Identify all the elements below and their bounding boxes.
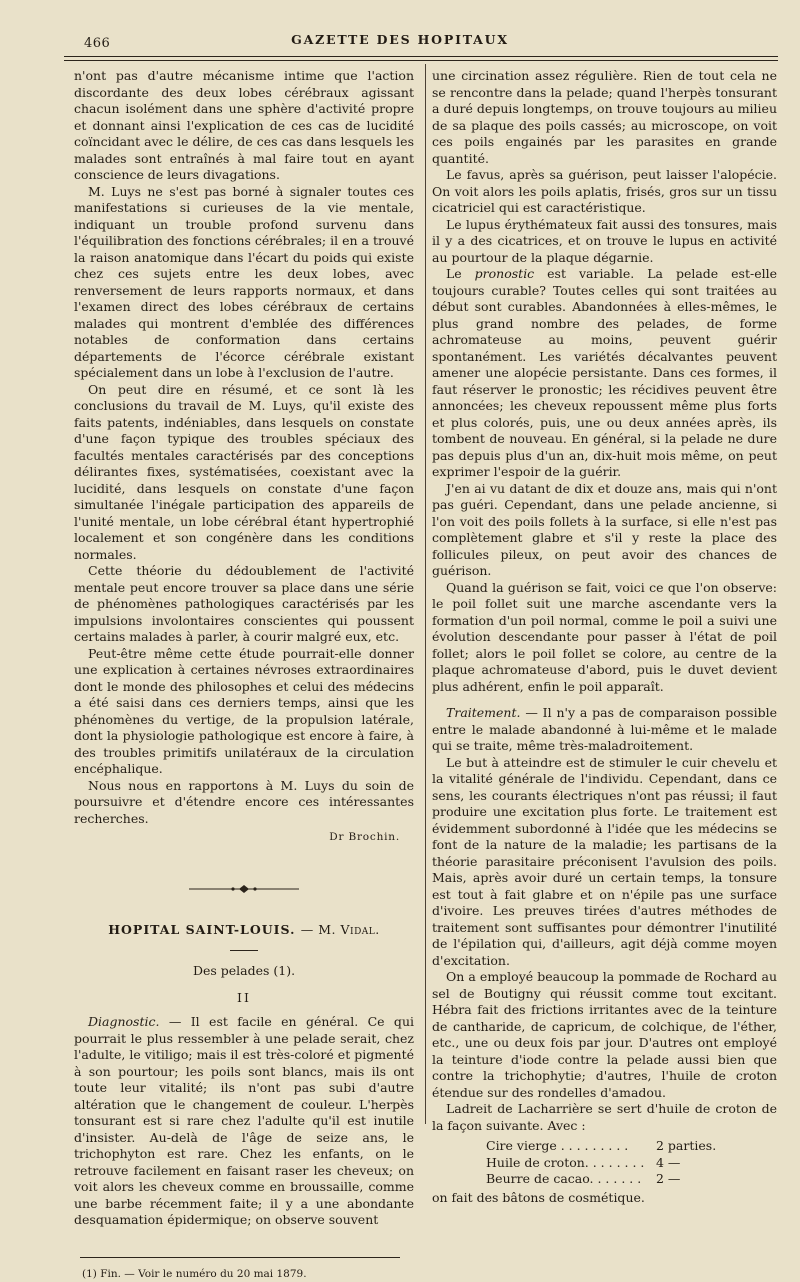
paragraph: Le but à atteindre est de stimuler le cuir chevelu et la vitalité générale de l'individu. Cependant, dans ce sens, les courants électriques n'ont pas réussi; il faut produire une excitation plus forte. Le traitement est évidemment subordonné à l'idée que les médecins se font de la nature de la maladie; les partisans de la théorie parasitaire préconisent l'avulsion des poils. Mais, après avoir duré un certain temps, la tonsure est tout à fait glabre et on n'épile pas une surface d'ivoire. Les preuves tirées d'autres méthodes de traitement sont suffisantes pour démontrer l'inutilité de l'épilation qui, d'ailleurs, agit déjà comme moyen d'excitation. <box>432 755 777 970</box>
paragraph: Cette théorie du dédoublement de l'activité mentale peut encore trouver sa place dans une série de phénomènes pathologiques caractérisés par les impulsions involontaires conscientes qui poussent certains malades à parler, à courir malgré eux, etc. <box>74 563 414 646</box>
ornament-divider <box>74 882 414 892</box>
paragraph: Quand la guérison se fait, voici ce que l'on observe: le poil follet suit une marche ascendante vers la formation d'un poil normal, comme le poil a suivi une évolution descendante pour passer à l'état de poil follet; alors le poil follet se colore, au centre de la plaque achromateuse d'abord, puis le duvet devient plus adhérent, enfin le poil apparaît. <box>432 580 777 696</box>
recipe-ingredient: Cire vierge . . . . . . . . . <box>486 1138 656 1155</box>
page-number: 466 <box>84 36 110 51</box>
paragraph: Le favus, après sa guérison, peut laisser l'alopécie. On voit alors les poils aplatis, frisés, gros sur un tissu cicatriciel qui est caractéristique. <box>432 167 777 217</box>
paragraph: On peut dire en résumé, et ce sont là les conclusions du travail de M. Luys, qu'il existe des faits patents, indéniables, dans lesquels on constate d'une façon typique des troubles spéciaux des facultés mentales caractérisés par des conceptions délirantes fixes, systématisées, coexistant avec la lucidité, dans lesquels on constate d'une façon simultanée l'inégale participation des appareils de l'unité mentale, un lobe cérébral étant hypertrophié localement et son congénère dans les conditions normales. <box>74 382 414 564</box>
header-rule <box>64 56 778 57</box>
paragraph: J'en ai vu datant de dix et douze ans, mais qui n'ont pas guéri. Cependant, dans une pelade ancienne, si l'on voit des poils follets à la surface, si elle n'est pas complètement glabre et s'il y reste la place des follicules pileux, on peut avoir des chances de guérison. <box>432 481 777 580</box>
recipe-ingredient: Huile de croton. . . . . . . . <box>486 1155 656 1172</box>
pronostic-word: pronostic <box>475 266 535 281</box>
paragraph: Ladreit de Lacharrière se sert d'huile de croton de la façon suivante. Avec : <box>432 1101 777 1134</box>
diagnostic-lead: Diagnostic. <box>88 1014 159 1029</box>
traitement-lead: Traitement. <box>446 705 520 720</box>
paragraph: n'ont pas d'autre mécanisme intime que l'action discordante des deux lobes cérébraux agissant chacun isolément dans une sphère d'activité propre et donnant ainsi l'explication de ces cas de lucidité coïncidant avec le délire, de ces cas dans lesquels les malades sont entraînés à mal faire tout en ayant conscience de leurs divagations. <box>74 68 414 184</box>
recipe-quantity: 2 parties. <box>656 1138 756 1155</box>
paragraph: On a employé beaucoup la pommade de Rochard au sel de Boutigny qui réussit comme tout excitant. Hébra fait des frictions irritantes avec de la teinture de cantharide, de capricum, de colchique, de l'éther, etc., une ou deux fois par jour. D'autres ont employé la teinture d'iode contre la pelade aussi bien que contre la trichophytie; d'autres, l'huile de croton étendue sur des rondelles d'amadou. <box>432 969 777 1101</box>
section-author: — M. Vidal. <box>301 922 380 937</box>
header-rule-thin <box>64 60 778 61</box>
diagnostic-text: — Il est facile en général. Ce qui pourrait le plus ressembler à une pelade serait, chez l'adulte, le vitiligo; mais il est très-coloré et pigmenté à son pourtour; les poils sont blancs, mais ils ont toute leur vitalité; ils n'ont pas subi d'autre altération que le changement de couleur. L'herpès tonsurant est si rare chez l'adulte qu'il est inutile d'insister. Au-delà de l'âge de seize ans, le trichophyton est rare. Chez les enfants, on le retrouve facilement en faisant raser les cheveux; on voit alors les cheveux comme en broussaille, comme une barbe récemment faite; il y a une abondante desquamation épidermique; on observe souvent <box>74 1014 414 1227</box>
traitement-text: — Il n'y a pas de comparaison possible entre le malade abandonné à lui-même et le malade qui se traite, même très-maladroitement. <box>432 705 777 753</box>
left-column <box>74 68 414 1282</box>
recipe-row <box>432 1155 777 1172</box>
article-title: Des pelades (1). <box>74 963 414 980</box>
footnote: (1) Fin. — Voir le numéro du 20 mai 1879. <box>74 1266 414 1282</box>
recipe-ingredient: Beurre de cacao. . . . . . . <box>486 1171 656 1188</box>
recipe-row <box>432 1138 777 1155</box>
paragraph-traitement <box>432 705 777 755</box>
hospital-name: HOPITAL SAINT-LOUIS. <box>108 922 295 937</box>
short-rule <box>230 950 258 951</box>
right-column <box>432 68 777 1206</box>
pronostic-text: est variable. La pelade est-elle toujours curable? Toutes celles qui sont traitées au début sont curables. Abandonnées à elles-mêmes, le plus grand nombre des pelades, de forme achromateuse au moins, peuvent guérir spontanément. Les variétés décalvantes peuvent amener une alopécie persistante. Dans ces formes, il faut réserver le pronostic; les récidives peuvent être annoncées; les cheveux repoussent même plus forts et plus colorés, puis, une ou deux années après, ils tombent de nouveau. En général, si la pelade ne dure pas depuis plus d'un an, dix-huit mois même, on peut exprimer l'espoir de la guérir. <box>432 266 777 479</box>
signature: Dr Brochin. <box>74 829 414 846</box>
part-number: II <box>74 990 414 1007</box>
closing-line: on fait des bâtons de cosmétique. <box>432 1190 777 1207</box>
pronostic-pre: Le <box>446 266 475 281</box>
running-title: GAZETTE DES HOPITAUX <box>0 32 800 47</box>
spacer <box>432 695 777 705</box>
paragraph-diagnostic <box>74 1014 414 1229</box>
paragraph: une circination assez régulière. Rien de tout cela ne se rencontre dans la pelade; quand l'herpès tonsurant a duré depuis longtemps, on trouve toujours au milieu de sa plaque des poils cassés; au microscope, on voit ces poils engainés par les parasites en grande quantité. <box>432 68 777 167</box>
paragraph: M. Luys ne s'est pas borné à signaler toutes ces manifestations si curieuses de la vie mentale, indiquant un trouble profond survenu dans l'équilibration des fonctions cérébrales; il en a trouvé la raison anatomique dans l'écart du poids qui existe chez ces sujets entre les deux lobes, avec renversement de leurs rapports normaux, et dans l'examen direct des lobes cérébraux de certains malades qui montrent d'emblée des différences notables de conformation dans certains départements de l'écorce cérébrale existant spécialement dans un lobe à l'exclusion de l'autre. <box>74 184 414 382</box>
paragraph: Peut-être même cette étude pourrait-elle donner une explication à certaines névroses extraordinaires dont le monde des philosophes et celui des médecins a été saisi dans ces derniers temps, ainsi que les phénomènes du vertige, de la propulsion latérale, dont la physiologie pathologique est encore à faire, à des troubles primitifs unilatéraux de la circulation encéphalique. <box>74 646 414 778</box>
recipe-row <box>432 1171 777 1188</box>
recipe-quantity: 2 — <box>656 1171 756 1188</box>
ornament-rule-icon <box>189 884 299 894</box>
paragraph: Le lupus érythémateux fait aussi des tonsures, mais il y a des cicatrices, et on trouve le lupus en activité au pourtour de la plaque dégarnie. <box>432 217 777 267</box>
footnote-rule <box>80 1257 400 1258</box>
paragraph-pronostic <box>432 266 777 481</box>
recipe-table <box>432 1138 777 1188</box>
paragraph: Nous nous en rapportons à M. Luys du soin de poursuivre et d'étendre encore ces intéressantes recherches. <box>74 778 414 828</box>
section-title <box>74 922 414 939</box>
recipe-quantity: 4 — <box>656 1155 756 1172</box>
column-separator <box>425 64 426 1124</box>
